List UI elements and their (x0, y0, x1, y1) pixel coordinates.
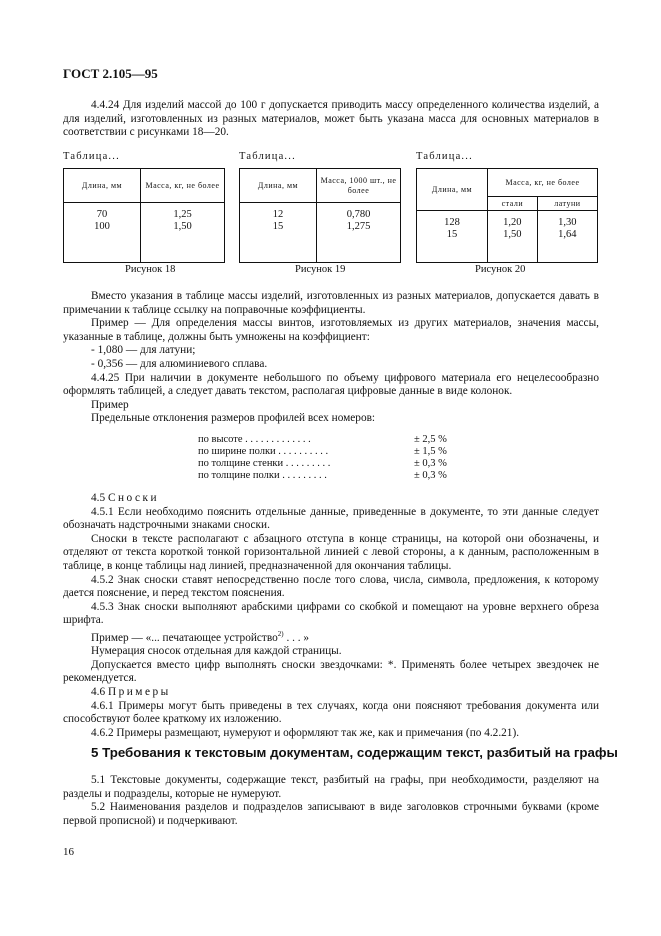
section-title: Сноски (107, 492, 160, 504)
deviations-intro: Предельные отклонения размеров профилей всех номеров: (91, 412, 376, 425)
table-cell-lengths: 12 15 (240, 203, 317, 263)
paragraph-4-6-1: 4.6.1 Примеры могут быть приведены в тех случаях, когда они поясняют требования документа или способствуют более краткому их изложению. (63, 699, 599, 726)
paragraph-numbering: Нумерация сносок отдельная для каждой страницы. (91, 645, 342, 658)
table-figure-20 (416, 168, 598, 263)
figure-20-caption: Рисунок 20 (475, 264, 526, 275)
text-block-c (63, 774, 599, 828)
table-cell-lengths: 70 100 (64, 203, 141, 263)
example-label: Пример (91, 398, 129, 411)
deviation-label: по толщине стенки . . . . . . . . . (198, 458, 331, 469)
table-cell-brass: 1,30 1,64 (537, 211, 597, 263)
paragraph-4-5-3: 4.5.3 Знак сноски выполняют арабскими цифрами со скобкой и помещают на уровне верхнего обреза шрифта. (63, 600, 599, 627)
paragraph-example-1: Пример — Для определения массы винтов, изготовляемых из других материалов, значения массы, указанные в таблице, должны быть умножены на коэффициент: (63, 317, 599, 343)
text-block-a (63, 290, 599, 426)
footnote-mark: 2) (277, 629, 284, 638)
deviation-label: по высоте . . . . . . . . . . . . . (198, 434, 311, 445)
section-number: 4.6 (91, 686, 106, 699)
table-header-mass: Масса, кг, не более (488, 169, 598, 197)
table-caption-1: Таблица... (63, 151, 120, 162)
section-5-heading: 5 Требования к текстовым документам, содержащим текст, разбитый на графы (91, 745, 618, 760)
deviation-label: по толщине полки . . . . . . . . . (198, 470, 327, 481)
table-header-length: Длина, мм (240, 169, 317, 203)
paragraph-footnotes: Сноски в тексте располагают с абзацного отступа в конце страницы, на которой они обозначены, и отделяют от текста короткой тонкой горизонтальной линией с левой стороны, а к данным, расположенным в таблице, в конце таблицы над линией, предназначенной для окончания таблицы. (63, 532, 599, 572)
paragraph-5-1: 5.1 Текстовые документы, содержащие текст, разбитый на графы, при необходимости, разделяют на разделы и подразделы, которые не нумеруют. (63, 774, 599, 800)
section-title: Примеры (107, 686, 171, 699)
table-subheader-steel: стали (488, 197, 538, 211)
table-subheader-brass: латуни (537, 197, 597, 211)
table-header-length: Длина, мм (64, 169, 141, 203)
deviation-value: ± 1,5 % (414, 446, 447, 457)
paragraph-4-4-24 (63, 99, 599, 140)
figure-18-caption: Рисунок 18 (125, 264, 176, 275)
table-cell-lengths: 128 15 (417, 211, 488, 263)
section-4-6-heading (63, 686, 599, 700)
example-2 (63, 628, 599, 645)
table-cell-masses: 1,25 1,50 (141, 203, 225, 263)
paragraph-text: 4.4.24 Для изделий массой до 100 г допускается приводить массу определенного количества изделий, а для изделий, изготовленных из разных материалов, может быть указана масса для основных материалов в соответствии с рисунками 18—20. (63, 99, 599, 139)
table-cell-masses: 0,780 1,275 (317, 203, 401, 263)
deviation-value: ± 2,5 % (414, 434, 447, 445)
table-figure-19 (239, 168, 401, 263)
table-header-mass: Масса, кг, не более (141, 169, 225, 203)
paragraph-stars: Допускается вместо цифр выполнять сноски звездочками: *. Применять более четырех звездочек не рекомендуется. (63, 658, 599, 685)
paragraph-4-5-1: 4.5.1 Если необходимо пояснить отдельные данные, приведенные в документе, то эти данные следует обозначать надстрочными знаками сноски. (63, 505, 599, 532)
section-4-5-heading (63, 492, 599, 506)
deviation-label: по ширине полки . . . . . . . . . . (198, 446, 329, 457)
table-cell-steel: 1,20 1,50 (488, 211, 538, 263)
table-figure-18 (63, 168, 225, 263)
coefficient-aluminium: - 0,356 — для алюминиевого сплава. (91, 357, 268, 370)
deviation-value: ± 0,3 % (414, 458, 447, 469)
example-2-end: . . . » (286, 631, 310, 644)
section-number: 4.5 (91, 492, 106, 504)
deviation-value: ± 0,3 % (414, 470, 447, 481)
paragraph-4-6-2: 4.6.2 Примеры размещают, нумеруют и оформляют так же, как и примечания (по 4.2.21). (91, 726, 520, 739)
table-header-mass: Масса, 1000 шт., не более (317, 169, 401, 203)
paragraph-4-4-25: 4.4.25 При наличии в документе небольшого по объему цифрового материала его нецелесообразно оформлять таблицей, а следует давать текстом, располагая цифровые данные в виде колонок. (63, 371, 599, 398)
coefficient-brass: - 1,080 — для латуни; (91, 344, 196, 357)
paragraph-instead: Вместо указания в таблице массы изделий, изготовленных из разных материалов, допускается давать в примечании к таблице ссылку на поправочные коэффициенты. (63, 290, 599, 316)
table-caption-2: Таблица... (239, 151, 296, 162)
standard-code-header: ГОСТ 2.105—95 (63, 66, 158, 81)
table-header-length: Длина, мм (417, 169, 488, 211)
page-number: 16 (63, 846, 74, 858)
text-block-b (63, 492, 599, 740)
paragraph-5-2: 5.2 Наименования разделов и подразделов записывают в виде заголовков строчными буквами (кроме первой прописной) и подчеркивают. (63, 801, 599, 827)
paragraph-4-5-2: 4.5.2 Знак сноски ставят непосредственно после того слова, числа, символа, предложения, к которому дается пояснение, и перед текстом пояснения. (63, 573, 599, 600)
example-2-text: Пример — «... печатающее устройство (91, 631, 278, 644)
table-caption-3: Таблица... (416, 151, 473, 162)
figure-19-caption: Рисунок 19 (295, 264, 346, 275)
